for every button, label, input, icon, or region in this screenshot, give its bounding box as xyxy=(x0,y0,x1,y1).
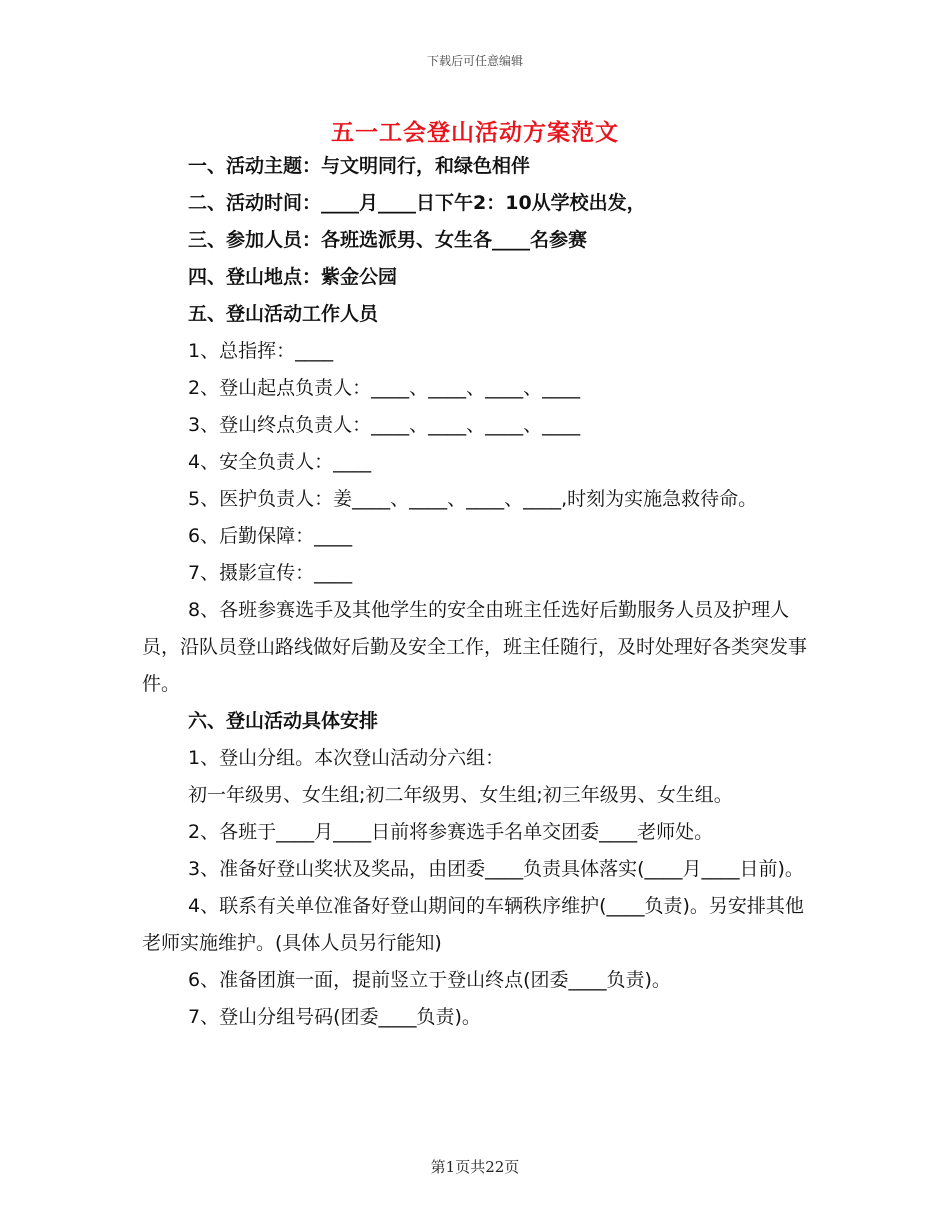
list-item: 4、安全负责人：____ xyxy=(188,451,372,473)
list-item: 初一年级男、女生组;初二年级男、女生组;初三年级男、女生组。 xyxy=(188,784,733,806)
header-note: 下载后可任意编辑 xyxy=(426,54,523,68)
paragraph-location: 四、登山地点：紫金公园 xyxy=(188,266,398,288)
document-body xyxy=(142,148,810,1036)
paragraph-theme: 一、活动主题：与文明同行，和绿色相伴 xyxy=(188,155,531,177)
list-item: 7、登山分组号码(团委____负责)。 xyxy=(188,1006,481,1028)
document-title: 五一工会登山活动方案范文 xyxy=(331,120,619,146)
section-heading-arrangement: 六、登山活动具体安排 xyxy=(188,710,379,732)
list-item: 1、总指挥：____ xyxy=(188,340,334,362)
page-number: 第1页共22页 xyxy=(430,1158,520,1176)
list-item: 6、后勤保障：____ xyxy=(188,525,353,547)
section-heading-staff: 五、登山活动工作人员 xyxy=(188,303,379,325)
list-item: 7、摄影宣传：____ xyxy=(188,562,353,584)
list-item: 2、登山起点负责人：____、____、____、____ xyxy=(188,377,581,399)
list-item: 6、准备团旗一面，提前竖立于登山终点(团委____负责)。 xyxy=(188,969,671,991)
list-item: 5、医护负责人：姜____、____、____、____,时刻为实施急救待命。 xyxy=(188,488,758,510)
list-item: 3、准备好登山奖状及奖品，由团委____负责具体落实(____月____日前)。 xyxy=(188,858,804,880)
list-item: 4、联系有关单位准备好登山期间的车辆秩序维护(____负责)。另安排其他老师实施维护。(具体人员另行能知) xyxy=(142,895,804,954)
list-item: 2、各班于____月____日前将参赛选手名单交团委____老师处。 xyxy=(188,821,714,843)
paragraph-time: 二、活动时间：____月____日下午2：10从学校出发， xyxy=(188,192,646,214)
paragraph-participants: 三、参加人员：各班选派男、女生各____名参赛 xyxy=(188,229,588,251)
list-item: 1、登山分组。本次登山活动分六组： xyxy=(188,747,505,769)
list-item: 3、登山终点负责人：____、____、____、____ xyxy=(188,414,581,436)
list-item: 8、各班参赛选手及其他学生的安全由班主任选好后勤服务人员及护理人员，沿队员登山路线做好后勤及安全工作，班主任随行，及时处理好各类突发事件。 xyxy=(142,599,808,695)
